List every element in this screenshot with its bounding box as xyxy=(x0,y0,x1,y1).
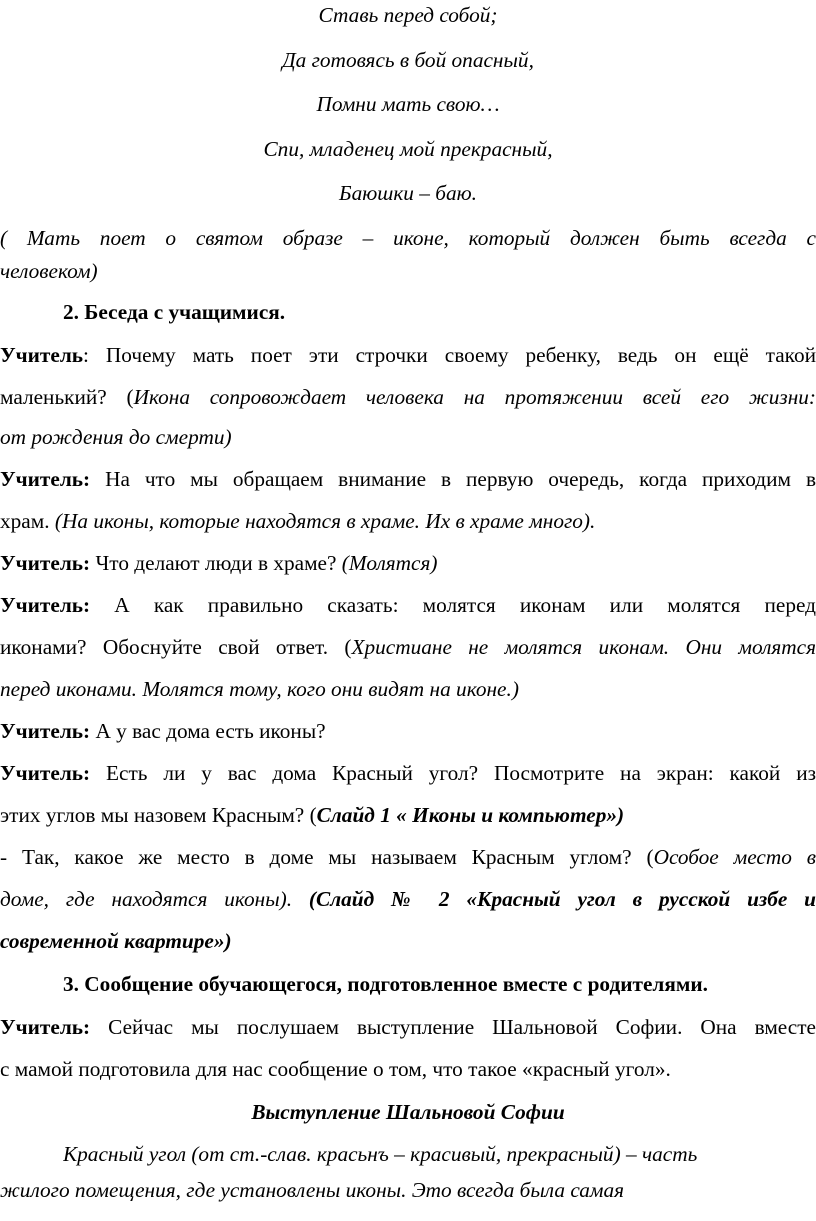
speaker-label: Учитель: xyxy=(0,761,91,785)
speech-text: Красный угол (от ст.-слав. красьнъ – красивый, прекрасный) – часть xyxy=(63,1142,698,1166)
paragraph-line xyxy=(0,884,816,914)
paragraph-line xyxy=(0,716,816,746)
answer-text: Особое место в xyxy=(653,845,816,869)
answer-text: доме, где находятся иконы). xyxy=(0,887,293,911)
speech-text: жилого помещения, где установлены иконы. Это всегда была самая xyxy=(0,1178,625,1202)
speaker-label: Учитель: xyxy=(0,719,91,743)
poem-line: Помни мать свою… xyxy=(316,92,500,116)
paragraph-line xyxy=(0,758,816,788)
slide-reference: (Слайд № 2 «Красный угол в русской избе и xyxy=(292,887,816,911)
paragraph-line xyxy=(0,382,816,412)
slide-reference: Слайд 1 « Иконы и компьютер») xyxy=(316,803,625,827)
answer-text: (На иконы, которые находятся в храме. Их в храме много). xyxy=(54,509,596,533)
paragraph-line xyxy=(0,800,816,830)
question-text: А как правильно сказать: молятся иконам или молятся перед xyxy=(90,593,816,617)
stage-note: человеком) xyxy=(0,259,98,283)
answer-text: (Молятся) xyxy=(341,551,438,575)
question-text: храм. xyxy=(0,509,55,533)
paragraph-line xyxy=(0,1012,816,1042)
stage-note: ( Мать поет о святом образе – иконе, который должен быть всегда с xyxy=(0,226,816,250)
poem-line: Баюшки – баю. xyxy=(339,181,477,205)
speaker-label: Учитель: xyxy=(0,467,91,491)
speaker-label: Учитель xyxy=(0,343,84,367)
section-heading: 3. Сообщение обучающегося, подготовленное вместе с родителями. xyxy=(63,972,708,996)
speaker-label: Учитель: xyxy=(0,1015,91,1039)
speaker-label: Учитель: xyxy=(0,593,91,617)
answer-text: Икона сопровождает человека на протяжении всей его жизни: xyxy=(133,385,816,409)
poem-line: Спи, младенец мой прекрасный, xyxy=(263,137,553,161)
paragraph-line xyxy=(0,842,816,872)
colon: : xyxy=(83,343,89,367)
answer-text: перед иконами. Молятся тому, кого они видят на иконе.) xyxy=(0,677,519,701)
paragraph-line xyxy=(0,464,816,494)
paragraph-line xyxy=(0,340,816,370)
paragraph-line: с мамой подготовила для нас сообщение о том, что такое «красный угол». xyxy=(0,1057,671,1081)
question-text: - Так, какое же место в доме мы называем Красным углом? ( xyxy=(0,845,654,869)
question-text: На что мы обращаем внимание в первую очередь, когда приходим в xyxy=(90,467,816,491)
poem-line: Да готовясь в бой опасный, xyxy=(282,48,534,72)
paragraph-line xyxy=(0,590,816,620)
speech-title: Выступление Шальновой Софии xyxy=(251,1100,565,1124)
question-text: маленький? ( xyxy=(0,385,134,409)
question-text: А у вас дома есть иконы? xyxy=(90,719,326,743)
section-heading: 2. Беседа с учащимися. xyxy=(63,300,286,324)
answer-text: от рождения до смерти) xyxy=(0,425,232,449)
question-text: Есть ли у вас дома Красный угол? Посмотрите на экран: какой из xyxy=(90,761,816,785)
question-text: Почему мать поет эти строчки своему ребенку, ведь он ещё такой xyxy=(88,343,816,367)
question-text: Что делают люди в храме? xyxy=(90,551,342,575)
intro-text: Сейчас мы послушаем выступление Шальновой Софии. Она вместе xyxy=(90,1015,816,1039)
poem-line: Ставь перед собой; xyxy=(318,3,498,27)
paragraph-line xyxy=(0,632,816,662)
paragraph-line xyxy=(0,548,816,578)
answer-text: Христиане не молятся иконам. Они молятся xyxy=(351,635,816,659)
question-text: этих углов мы назовем Красным? ( xyxy=(0,803,317,827)
question-text: иконами? Обоснуйте свой ответ. ( xyxy=(0,635,352,659)
paragraph-line xyxy=(0,506,816,536)
slide-reference: современной квартире») xyxy=(0,929,232,953)
speaker-label: Учитель: xyxy=(0,551,91,575)
